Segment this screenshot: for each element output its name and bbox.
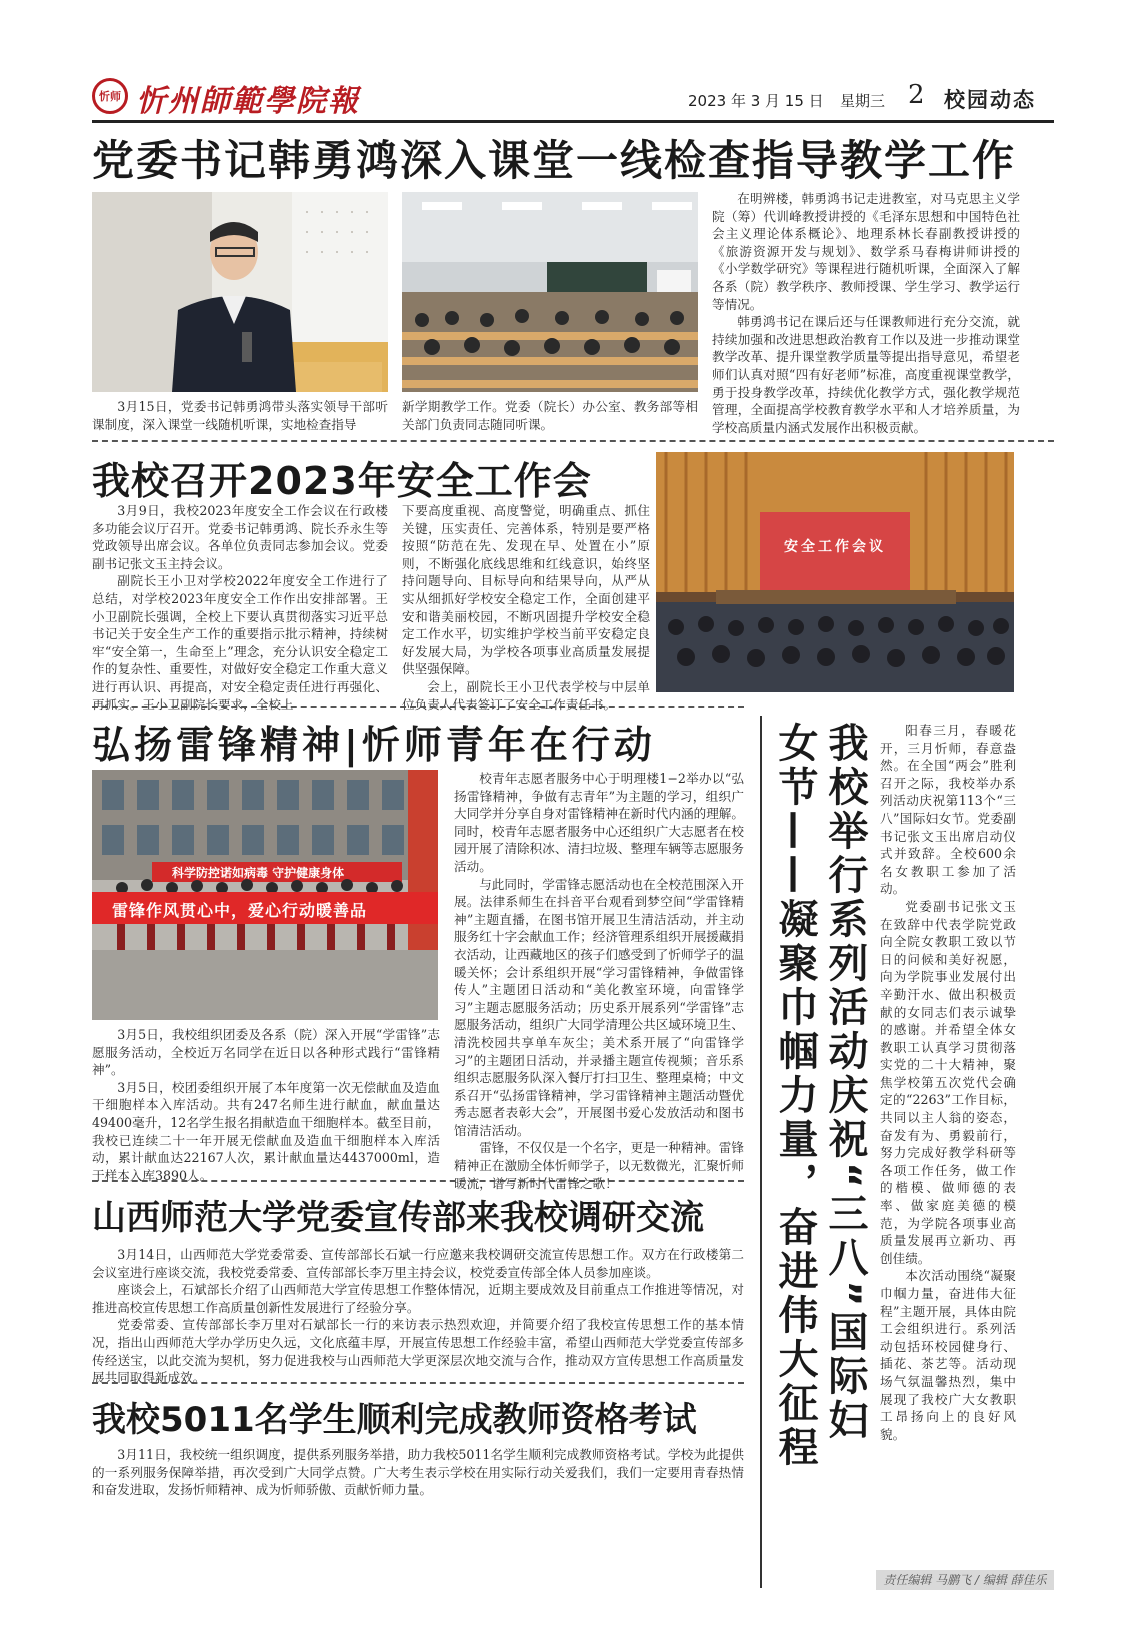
issue-weekday: 星期三 <box>840 92 886 110</box>
article2-paragraph: 下要高度重视、高度警觉，明确重点、抓住关键，压实责任、完善体系，特别是要严格按照“防范在先、发现在早、处置在小”原则，不断强化底线思维和红线意识，始终坚持问题导向、目标导向和结果导向，从严从实从细抓好学校安全稳定工作，全面创建平安和谐美丽校园，不断巩固提升学校安全稳定工作水平，切实维护学校当前平安稳定良好发展大局，为学校各项事业高质量发展提供坚强保障。 <box>402 503 650 677</box>
article6-paragraph: 党委副书记张文玉在致辞中代表学院党政向全院女教职工致以节日的问候和美好祝愿，向为学院事业发展付出辛勤汗水、做出积极贡献的女同志们表示诚挚的感谢。并希望全体女教职工认真学习贯彻落实党的二十大精神，聚焦学校第五次党代会确定的“2263”工作目标，共同以主人翁的姿态，奋发有为、勇毅前行，努力完成好教学科研等各项工作任务，做工作的楷模、做师德的表率、做家庭美德的模范，为学院各项事业高质量发展再立新功、再创佳绩。 <box>880 898 1016 1266</box>
article4-title: 山西师范大学党委宣传部来我校调研交流 <box>92 1198 704 1238</box>
article3-paragraph: 与此同时，学雷锋志愿活动也在全校范围深入开展。法律系师生在抖音平台观看到梦空间“学雷锋精神”主题直播，在图书馆开展卫生清洁活动，并主动服务红十字会献血工作；经济管理系组织开展援藏捐衣活动，让西藏地区的孩子们感受到了忻师学子的温暖关怀；会计系组织开展“学习雷锋精神，争做雷锋传人”主题团日活动和“美化教室环境，向雷锋学习”主题志愿服务活动；历史系开展系列“学雷锋”志愿服务活动，组织广大同学清理公共区域环境卫生、清洗校园共享单车灰尘；美术系开展了“向雷锋学习”的主题团日活动，并录播主题宣传视频；音乐系组织志愿服务队深入餐厅打扫卫生、整理桌椅；中文系召开“弘扬雷锋精神，学习雷锋精神主题活动暨优秀志愿者表彰大会”，开展图书爱心发放活动和图书馆清洁活动。 <box>454 876 744 1138</box>
newspaper-name: 忻州師範學院報 <box>136 84 360 119</box>
article3-left-body <box>92 1026 440 1184</box>
article1-body <box>712 190 1020 436</box>
banner-top-text: 科学防控诺如病毒 守护健康身体 <box>172 866 345 880</box>
article2-col2 <box>402 502 650 713</box>
article2-paragraph: 副院长王小卫对学校2022年度安全工作进行了总结，对学校2023年度安全工作作出安排部署。王小卫副院长强调，全校上下要认真贯彻落实习近平总书记关于安全生产工作的重要指示批示精神，持续树牢“安全第一，生命至上”理念，充分认识安全稳定工作的复杂性、重要性，对做好安全稳定工作重大意义进行再认识、再提高，对安全稳定责任进行再强化、再抓实。王小卫副院长要求，全校上 <box>92 573 388 712</box>
article3-paragraph: 雷锋，不仅仅是一个名字，更是一种精神。雷锋精神正在激励全体忻师学子，以无数微光，汇聚忻师暖流，谱写新时代雷锋之歌！ <box>454 1140 744 1191</box>
section-divider <box>92 706 744 708</box>
article3-paragraph: 3月5日，校团委组织开展了本年度第一次无偿献血及造血干细胞样本入库活动。共有247名师生进行献血，献血量达49400毫升，12名学生报名捐献造血干细胞样本。截至目前，我校已连续二十一年开展无偿献血及造血干细胞样本入库活动，累计献血达22167人次，累计献血量达4437000ml，造干样本入库3890人。 <box>92 1079 440 1183</box>
article4-body <box>92 1246 744 1387</box>
article6-body <box>880 722 1016 1443</box>
article2-paragraph: 3月9日，我校2023年度安全工作会议在行政楼多功能会议厅召开。党委书记韩勇鸿、院长乔永生等党政领导出席会议。各单位负责同志参加会议。党委副书记张文玉主持会议。 <box>92 503 388 571</box>
issue-date: 2023 年 3 月 15 日 <box>688 92 824 110</box>
article2-title: 我校召开2023年安全工作会 <box>92 459 592 503</box>
page-number: 2 <box>908 80 925 110</box>
article1-title: 党委书记韩勇鸿深入课堂一线检查指导教学工作 <box>92 136 1017 185</box>
school-logo-icon: 忻师 <box>92 78 128 114</box>
column-divider <box>760 716 762 1588</box>
article5-paragraph: 3月11日，我校统一组织调度，提供系列服务举措，助力我校5011名学生顺利完成教师资格考试。学校为此提供的一系列服务保障举措，再次受到广大同学点赞。广大考生表示学校在用实际行动关爱我们，我们一定要用青春热情和奋发进取，发扬忻师精神、成为忻师骄傲、贡献忻师力量。 <box>92 1447 744 1498</box>
article3-photo-volunteers <box>92 770 438 1020</box>
article2-paragraph: 会上，副院长王小卫代表学校与中层单位负责人代表签订了安全工作责任书。 <box>402 678 650 712</box>
article3-paragraph: 3月5日，我校组织团委及各系（院）深入开展“学雷锋”志愿服务活动，全校近万名同学在近日以各种形式践行“雷锋精神”。 <box>92 1027 440 1078</box>
article4-paragraph: 座谈会上，石斌部长介绍了山西师范大学宣传思想工作整体情况，近期主要成效及目前重点工作推进等情况，对推进高校宣传思想工作高质量创新性发展进行了经验分享。 <box>92 1282 744 1315</box>
section-divider <box>92 440 1054 442</box>
article6-title-col2: 女节——凝聚巾帼力量，奋进伟大征程 <box>772 722 818 1470</box>
article6-paragraph: 本次活动围绕“凝聚巾帼力量，奋进伟大征程”主题开展，具体由院工会组织进行。系列活动包括环校园健身行、插花、茶艺等。活动现场气氛温馨热烈，集中展现了我校广大女教职工昂扬向上的良好风貌。 <box>880 1268 1016 1442</box>
article1-paragraph: 韩勇鸿书记在课后还与任课教师进行充分交流，就持续加强和改进思想政治教育工作以及进一步推动课堂教学改革、提升课堂教学质量等提出指导意见，希望老师们认真对照“四有好老师”标准，高度重视课堂教学，勇于投身教学改革，持续优化教学方式，强化教学规范管理，全面提高学校教育教学水平和人才培养质量，为学校高质量内涵式发展作出积极贡献。 <box>712 314 1020 435</box>
article4-paragraph: 3月14日，山西师范大学党委常委、宣传部部长石斌一行应邀来我校调研交流宣传思想工作。双方在行政楼第二会议室进行座谈交流，我校党委常委、宣传部部长李万里主持会议，校党委宣传部全体人员参加座谈。 <box>92 1247 744 1280</box>
article2-photo-meeting <box>656 452 1014 692</box>
header-rule <box>92 120 1054 123</box>
editor-credit: 责任编辑 马鹏飞 / 编辑 薛佳乐 <box>876 1570 1054 1590</box>
article2-col1 <box>92 502 388 713</box>
article3-title: 弘扬雷锋精神|忻师青年在行动 <box>92 723 656 767</box>
article5-body <box>92 1446 744 1499</box>
section-divider <box>92 1382 744 1384</box>
article1-paragraph: 在明辨楼，韩勇鸿书记走进教室，对马克思主义学院（筹）代训峰教授讲授的《毛泽东思想和中国特色社会主义理论体系概论》、地理系林长春副教授讲授的《旅游资源开发与规划》、数学系马春梅讲师讲授的《小学数学研究》等课程进行随机听课，全面深入了解各系（院）教学秩序、教师授课、学生学习、教学运行等情况。 <box>712 191 1020 312</box>
article3-paragraph: 校青年志愿者服务中心于明理楼1−2举办以“弘扬雷锋精神，争做有志青年”为主题的学习，组织广大同学并分享自身对雷锋精神在新时代内涵的理解。同时，校青年志愿者服务中心还组织广大志愿者在校园开展了清除积冰、清扫垃圾、整理车辆等志愿服务活动。 <box>454 771 744 874</box>
article6-title-col1: 我校举行系列活动庆祝“三八”国际妇 <box>822 722 868 1443</box>
article5-title: 我校5011名学生顺利完成教师资格考试 <box>92 1400 697 1440</box>
article1-caption-left: 3月15日，党委书记韩勇鸿带头落实领导干部听课制度，深入课堂一线随机听课，实地检查指导 <box>92 399 388 432</box>
article1-photo-classroom <box>402 192 698 392</box>
article1-caption-right: 新学期教学工作。党委（院长）办公室、教务部等相关部门负责同志随同听课。 <box>402 399 698 432</box>
section-divider <box>92 1180 744 1182</box>
section-title: 校园动态 <box>944 88 1036 112</box>
article1-photo-listening <box>92 192 388 392</box>
meeting-screen-text: 安全工作会议 <box>784 539 886 555</box>
article4-paragraph: 党委常委、宣传部部长李万里对石斌部长一行的来访表示热烈欢迎，并简要介绍了我校宣传思想工作的基本情况，指出山西师范大学办学历史久远，文化底蕴丰厚，开展宣传思想工作经验丰富，希望山西师范大学党委宣传部多传经送宝，以此交流为契机，努力促进我校与山西师范大学更深层次地交流与合作，推动双方宣传思想工作高质量发展共同取得新成效。 <box>92 1317 744 1386</box>
banner-main-text: 雷锋作风贯心中，爱心行动暖善品 <box>112 901 368 920</box>
article6-paragraph: 阳春三月，春暖花开，三月忻师，春意盎然。在全国“两会”胜利召开之际，我校举办系列活动庆祝第113个“三八”国际妇女节。党委副书记张文玉出席启动仪式并致辞。全校600余名女教职工参加了活动。 <box>880 723 1016 897</box>
article3-right-body <box>454 770 744 1192</box>
